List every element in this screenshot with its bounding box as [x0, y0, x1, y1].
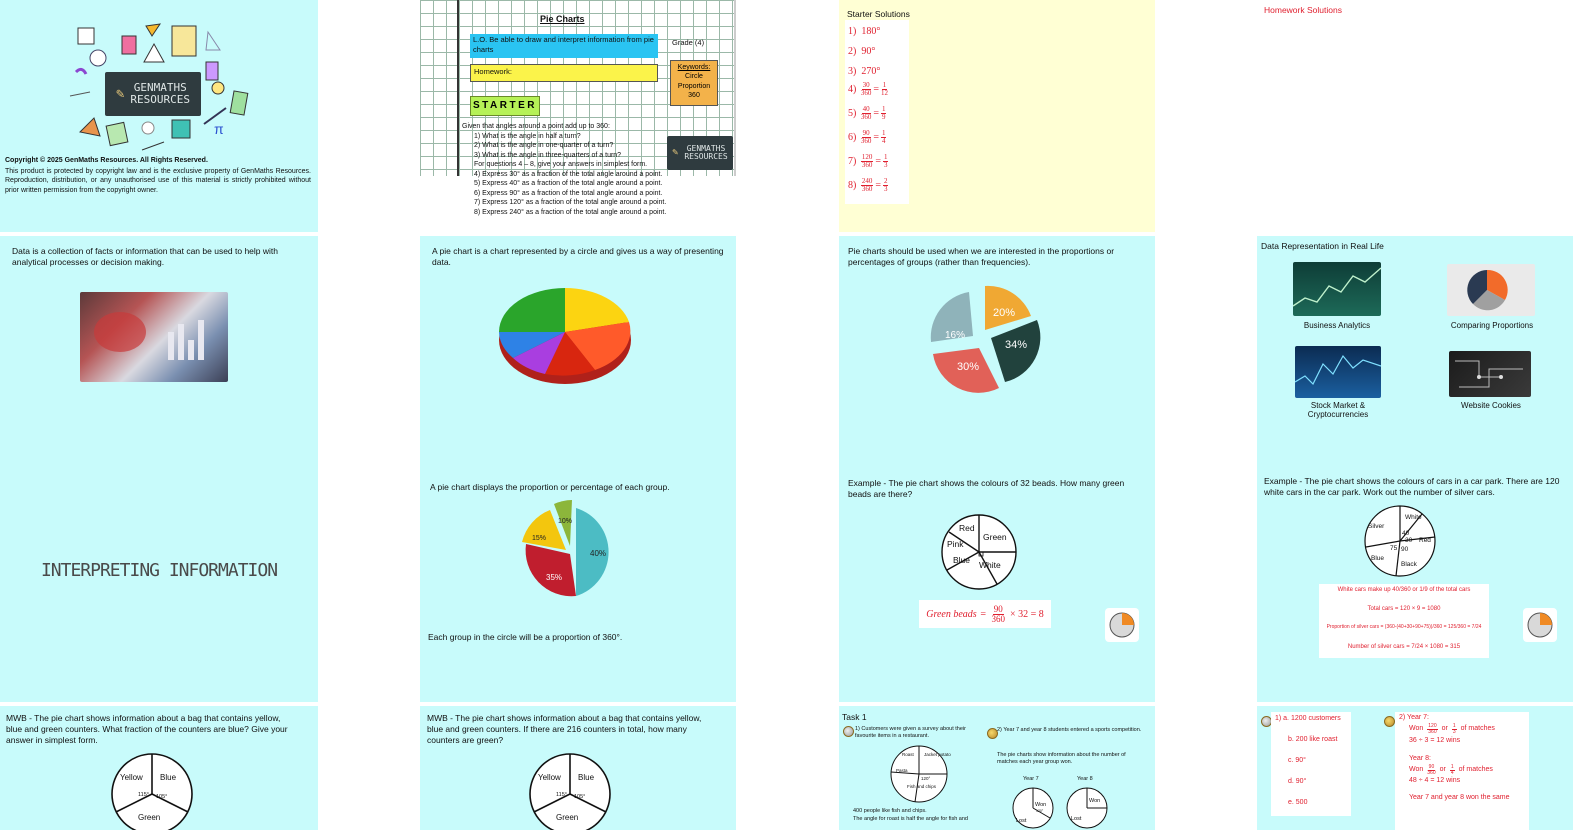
- medal-icon: [1384, 716, 1395, 727]
- answer-2-year8-calc: 48 ÷ 4 = 12 wins: [1409, 777, 1461, 785]
- copyright-title: Copyright © 2025 GenMaths Resources. All Rights Reserved.: [5, 157, 208, 164]
- real-life-label-1: Business Analytics: [1303, 321, 1371, 330]
- beads-pie-chart: [939, 510, 1039, 594]
- homework-answers-q2: [1395, 712, 1529, 830]
- logo-line-1: GENMATHS: [133, 81, 187, 95]
- grade-label: Grade (4): [672, 38, 705, 47]
- question-3: 3) What is the angle in three-quarters of a turn?: [474, 151, 622, 159]
- task-question-1: 1) Customers were given a survey about their favourite items in a restaurant.: [855, 726, 966, 740]
- question-4: 4) Express 30° as a fraction of the total angle around a point.: [474, 170, 663, 178]
- year7-pie-chart: [1011, 784, 1059, 830]
- year8-pie-chart: [1065, 784, 1113, 830]
- real-life-label-3: Stock Market & Cryptocurrencies: [1307, 401, 1369, 419]
- pie-slice-34: [991, 320, 1040, 382]
- answer-1c: c. 90°: [1288, 757, 1306, 764]
- label-black: Black: [1401, 561, 1417, 568]
- label-10: 10%: [558, 518, 573, 525]
- pie-chart-3d: [420, 282, 736, 442]
- mwb-question: MWB - The pie chart shows information about a bag that contains yellow, blue and green counters. What fraction of the counters are blue? Give your answer in simplest form.: [6, 713, 288, 745]
- keywords-title: Keywords:: [677, 64, 711, 71]
- angle-120: 120°: [1036, 809, 1044, 813]
- angle-120: 120°: [921, 776, 931, 781]
- percent-pie-chart: [510, 498, 670, 608]
- question-5: 5) Express 40° as a fraction of the total angle around a point.: [474, 180, 663, 188]
- solution-5: 5) $\frac{40}{360}$ = $\frac{1}{9}$: [848, 105, 886, 121]
- label-34: 34%: [1005, 339, 1028, 351]
- label-blue: Blue: [1371, 555, 1385, 562]
- cars-example: Example - The pie chart shows the colours of cars in a car park. There are 120 white cars in the car park. Work out the number of silver cars.: [1264, 476, 1560, 497]
- medal-icon: [843, 726, 854, 737]
- keyword-1: Circle: [685, 73, 703, 81]
- starter-badge: STARTER: [470, 96, 540, 116]
- label-white: White: [979, 560, 1001, 570]
- angle-30: 30: [1405, 537, 1413, 544]
- slide-thumbnail-13[interactable]: [0, 706, 318, 830]
- website-cookies-image: [1449, 351, 1531, 397]
- slide-thumbnail-15[interactable]: [839, 706, 1155, 830]
- label-jacket-potato: Jacket potato: [924, 752, 951, 757]
- solution-2: 2) 90°: [848, 46, 876, 57]
- task-question-2: 2) Year 7 and year 8 students entered a sports competition.: [997, 727, 1142, 733]
- answer-2-year8-title: Year 8:: [1409, 754, 1431, 762]
- label-silver: Silver: [1368, 523, 1385, 530]
- real-life-label-4: Website Cookies: [1461, 401, 1521, 410]
- counters-pie-chart: [108, 750, 198, 830]
- proportion-footer: Each group in the circle will be a proportion of 360°.: [428, 632, 623, 642]
- slide-thumbnail-3[interactable]: [839, 0, 1155, 232]
- data-definition: Data is a collection of facts or information that can be used to help with analytical processes or decision making.: [12, 246, 279, 267]
- angle-90: 90: [1401, 546, 1409, 553]
- answer-1d: d. 90°: [1288, 778, 1307, 785]
- section-title: INTERPRETING INFORMATION: [40, 560, 278, 581]
- label-won: Won: [1035, 802, 1047, 808]
- business-analytics-image: [1293, 262, 1381, 316]
- answer-2-title: 2) Year 7:: [1399, 714, 1429, 721]
- solution-1: 1) 180°: [848, 26, 881, 37]
- label-blue: Blue: [953, 555, 971, 565]
- solution-7: 7) $\frac{120}{360}$ = $\frac{1}{3}$: [848, 153, 888, 169]
- cars-pie-chart: [1363, 504, 1443, 580]
- answer-1b: b. 200 like roast: [1288, 736, 1338, 743]
- beads-example: Example - The pie chart shows the colours of 32 beads. How many green beads are there?: [848, 478, 1125, 499]
- task-title: Task 1: [842, 712, 867, 722]
- answer-2-year7-calc: 36 ÷ 3 = 12 wins: [1409, 736, 1461, 744]
- slide-thumbnail-6[interactable]: [420, 236, 736, 702]
- answer-1a: 1) a. 1200 customers: [1275, 715, 1341, 722]
- answer-2-year7: Won $\frac{120}{360}$ or $\frac{1}{3}$ of matches: [1409, 723, 1495, 736]
- logo-icon: ✎: [672, 146, 679, 158]
- label-15: 15%: [532, 535, 547, 542]
- label-won: Won: [1089, 798, 1101, 804]
- task-question-2b: The pie charts show information about the number of matches each year group won.: [997, 752, 1126, 766]
- question-8: 8) Express 240° as a fraction of the total angle around a point.: [474, 208, 667, 216]
- year8-label: Year 8: [1077, 776, 1093, 782]
- label-35: 35%: [546, 573, 563, 582]
- working-line-1: White cars make up 40/360 or 1/9 of the total cars: [1337, 587, 1471, 593]
- genmaths-logo: [105, 72, 201, 116]
- homework-answers-q1: [1271, 712, 1351, 816]
- question-1: 1) What is the angle in half a turn?: [474, 133, 581, 140]
- proportion-text: A pie chart displays the proportion or percentage of each group.: [430, 482, 670, 492]
- slide-thumbnail-16[interactable]: [1257, 706, 1573, 830]
- label-16: 16%: [945, 330, 966, 341]
- solutions-list: [845, 20, 909, 204]
- question-6: 6) Express 90° as a fraction of the total angle around a point.: [474, 189, 663, 197]
- keywords-box: [670, 60, 718, 106]
- label-20: 20%: [993, 307, 1016, 319]
- year7-label: Year 7: [1023, 776, 1039, 782]
- pie-slice-35: [526, 544, 576, 596]
- label-red: Red: [1419, 537, 1431, 544]
- slide-title: Homework Solutions: [1264, 5, 1342, 15]
- slide-thumbnail-7[interactable]: [839, 236, 1155, 702]
- starter-intro: Given that angles around a point add up to 360:: [462, 123, 610, 130]
- angle-115: 115°: [138, 792, 149, 798]
- copyright-body: This product is protected by copyright law and is the exclusive property of GenMaths Resources. Reproduction, distribution, or any unauthorised use of this material is strictly prohibited without prior written permission from the copyright owner.: [5, 168, 311, 194]
- task-q1-footer: 400 people like fish and chips.: [853, 808, 927, 814]
- pie-usage-text: Pie charts should be used when we are interested in the proportions or percentages of groups (rather than frequencies).: [848, 246, 1115, 267]
- answer-2-final: Year 7 and year 8 won the same: [1409, 794, 1510, 801]
- label-fish-chips: Fish and chips: [907, 784, 937, 789]
- solution-4: 4) $\frac{30}{360}$ = $\frac{1}{12}$: [848, 81, 888, 97]
- analytics-photo: [80, 292, 228, 382]
- answer-2-year8: Won $\frac{90}{360}$ or $\frac{1}{4}$ of matches: [1409, 763, 1493, 776]
- restaurant-pie-chart: [887, 742, 951, 806]
- label-green: Green: [556, 813, 579, 822]
- slide-thumbnail-4[interactable]: [1257, 0, 1573, 232]
- slide-title: Data Representation in Real Life: [1261, 241, 1384, 251]
- answer-result: × 32 = 8: [1009, 608, 1044, 620]
- task-q1-footer-2: The angle for roast is half the angle for fish and: [853, 816, 968, 822]
- slide-thumbnail-1[interactable]: [0, 0, 318, 232]
- logo-icon: ✎: [115, 85, 125, 102]
- label-40: 40%: [590, 549, 607, 558]
- label-pasta: Pasta: [896, 768, 908, 773]
- real-life-label-2: Comparing Proportions: [1450, 321, 1534, 330]
- working-line-4: Number of silver cars = 7/24 × 1080 = 315: [1347, 644, 1461, 650]
- label-roast: Roast: [902, 752, 914, 757]
- mwb-question: MWB - The pie chart shows information about a bag that contains yellow, blue and green counters. If there are 216 counters in total, how many counters are green?: [427, 713, 702, 745]
- label-yellow: Yellow: [120, 773, 143, 782]
- learning-objective: L.O. Be able to draw and interpret information from pie charts: [470, 34, 658, 58]
- label-green: Green: [983, 532, 1007, 542]
- angle-40: 40: [1402, 530, 1410, 537]
- pie-slice-green: [499, 288, 565, 332]
- label-pink: Pink: [947, 539, 964, 549]
- solution-6: 6) $\frac{90}{360}$ = $\frac{1}{4}$: [848, 129, 886, 145]
- label-lost: Lost: [1016, 818, 1027, 824]
- beads-answer-box: Green beads = $\frac{90}{360}$ × 32 = 8: [919, 600, 1051, 628]
- comparing-proportions-image: [1447, 264, 1535, 316]
- genmaths-logo-small: [667, 136, 733, 170]
- slide-thumbnail-2[interactable]: [420, 0, 736, 232]
- counters-pie-chart: [526, 750, 616, 830]
- solution-3: 3) 270°: [848, 66, 881, 77]
- angle-105: 105°: [574, 794, 586, 800]
- slide-thumbnail-5[interactable]: [0, 236, 318, 702]
- solution-8: 8) $\frac{240}{360}$ = $\frac{2}{3}$: [848, 177, 888, 193]
- label-blue: Blue: [578, 773, 595, 782]
- angle-115: 115°: [556, 792, 567, 798]
- exploded-pie-chart: [923, 284, 1063, 404]
- label-red: Red: [959, 523, 975, 533]
- cars-working-box: [1319, 584, 1489, 658]
- label-blue: Blue: [160, 773, 177, 782]
- slide-title: Starter Solutions: [847, 9, 910, 19]
- maths-icons-cluster: [68, 22, 258, 152]
- keyword-3: 360: [688, 92, 700, 100]
- pie-chart-icon: [1523, 608, 1557, 642]
- answer-1e: e. 500: [1288, 799, 1308, 806]
- pie-chart-definition: A pie chart is a chart represented by a circle and gives us a way of presenting data.: [432, 246, 724, 267]
- label-yellow: Yellow: [538, 773, 561, 782]
- question-7: 7) Express 120° as a fraction of the total angle around a point.: [474, 199, 667, 207]
- working-line-3: Proportion of silver cars = (360-(40+30+90+75))/360 = 125/360 = 7/24: [1326, 624, 1482, 630]
- stock-market-image: [1295, 346, 1381, 398]
- keyword-2: Proportion: [677, 82, 711, 90]
- answer-label: Green beads: [926, 608, 977, 620]
- label-30: 30%: [957, 361, 980, 373]
- svg-text:π: π: [214, 121, 224, 137]
- question-note: For questions 4 – 8, give your answers in simplest form.: [474, 161, 648, 169]
- homework-box: Homework:: [470, 64, 658, 82]
- chart-photo-overlay: [80, 292, 228, 382]
- angle-75: 75: [1390, 545, 1398, 552]
- slide-thumbnail-14[interactable]: [420, 706, 736, 830]
- angle-105: 105°: [156, 794, 168, 800]
- label-lost: Lost: [1071, 816, 1082, 822]
- logo-line-1: GENMATHS: [686, 143, 726, 153]
- logo-line-2: RESOURCES: [130, 93, 191, 106]
- grid-vertical-line: [457, 0, 459, 176]
- slide-thumbnail-8[interactable]: [1257, 236, 1573, 702]
- label-green: Green: [138, 813, 161, 822]
- slide-title: Pie Charts: [540, 14, 585, 24]
- label-white: White: [1405, 514, 1422, 521]
- working-line-2: Total cars = 120 × 9 = 1080: [1367, 606, 1441, 612]
- pie-chart-icon: [1105, 608, 1139, 642]
- logo-line-2: RESOURCES: [684, 152, 728, 161]
- question-2: 2) What is the angle in one-quarter of a turn?: [474, 142, 614, 150]
